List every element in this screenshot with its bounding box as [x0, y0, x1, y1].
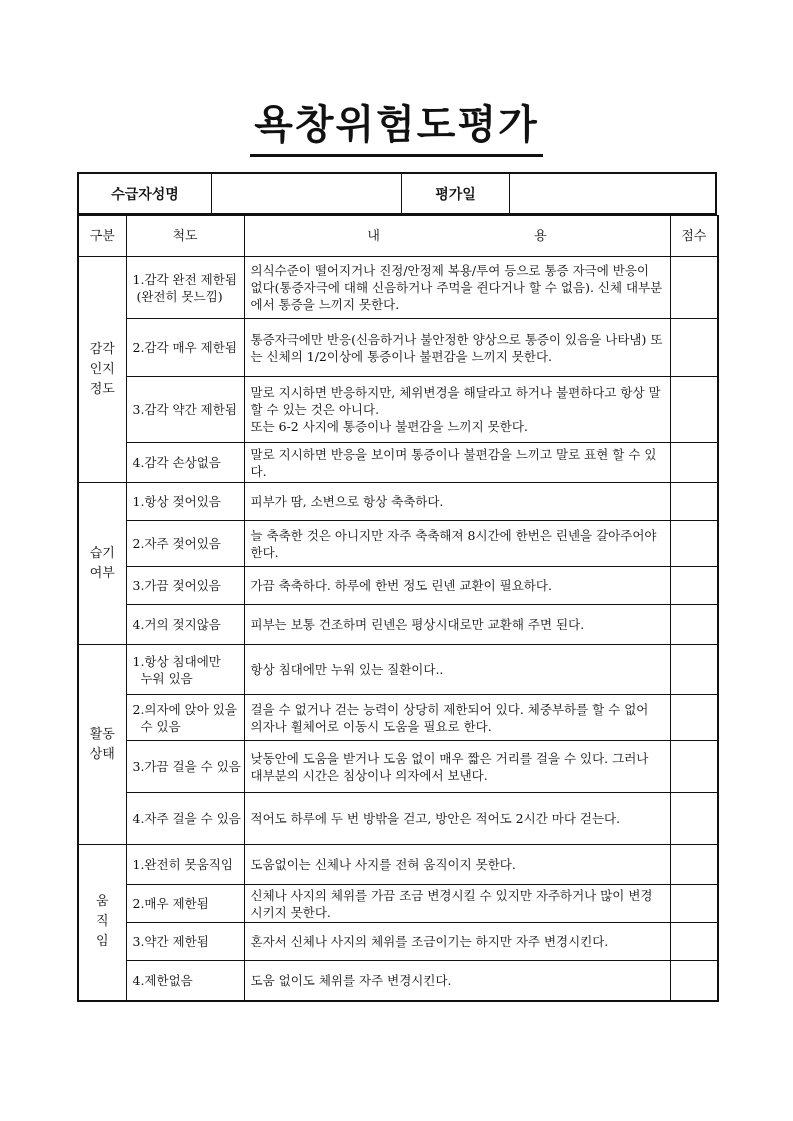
- score-input-cell[interactable]: [670, 645, 718, 695]
- category-label: 활동 상태: [89, 726, 115, 762]
- eval-date-field[interactable]: [510, 174, 715, 213]
- category-label: 습기 여부: [89, 545, 115, 581]
- scale-cell: 1.항상 젖어있음: [126, 483, 244, 521]
- content-cell: 적어도 하루에 두 번 방밖을 걷고, 방안은 적어도 2시간 마다 걷는다.: [244, 793, 670, 845]
- table-row: [78, 443, 718, 483]
- content-cell: 말로 지시하면 반응하지만, 체위변경을 해달라고 하거나 불편하다고 항상 말할 수 있는 것은 아니다. 또는 6-2 사지에 통증이나 불편감을 느끼지 못한다.: [244, 377, 670, 443]
- scale-cell: 2.매우 제한됨: [126, 885, 244, 923]
- content-cell: 혼자서 신체나 사지의 체위를 조금이기는 하지만 자주 변경시킨다.: [244, 923, 670, 961]
- table-row: [78, 695, 718, 741]
- score-input-cell[interactable]: [670, 695, 718, 741]
- scale-cell: 4.감각 손상없음: [126, 443, 244, 483]
- score-input-cell[interactable]: [670, 885, 718, 923]
- content-cell: 통증자극에만 반응(신음하거나 불안정한 양상으로 통증이 있음을 나타냄) 또는 신체의 1/2이상에 통증이나 불편감을 느끼지 못한다.: [244, 319, 670, 377]
- table-row: [78, 319, 718, 377]
- table-row: [78, 377, 718, 443]
- recipient-name-field[interactable]: [212, 174, 402, 213]
- table-row: [78, 961, 718, 1001]
- table-row: [78, 257, 718, 319]
- score-input-cell[interactable]: [670, 923, 718, 961]
- category-cell: [78, 483, 126, 645]
- scale-cell: 2.의자에 앉아 있을 수 있음: [126, 695, 244, 741]
- category-label: 감각 인지 정도: [89, 341, 115, 397]
- table-row: [78, 845, 718, 885]
- scale-cell: 2.자주 젖어있음: [126, 521, 244, 567]
- table-row: [78, 741, 718, 793]
- scale-cell: 3.감각 약간 제한됨: [126, 377, 244, 443]
- score-input-cell[interactable]: [670, 741, 718, 793]
- category-cell: [78, 257, 126, 483]
- assessment-table: [77, 215, 719, 1002]
- scale-cell: 4.거의 젖지않음: [126, 605, 244, 645]
- score-input-cell[interactable]: [670, 319, 718, 377]
- score-input-cell[interactable]: [670, 521, 718, 567]
- score-input-cell[interactable]: [670, 793, 718, 845]
- content-cell: 피부는 보통 건조하며 린넨은 평상시대로만 교환해 주면 된다.: [244, 605, 670, 645]
- scale-cell: 3.가끔 걸을 수 있음: [126, 741, 244, 793]
- table-row: [78, 885, 718, 923]
- col-header-score: 점수: [670, 216, 718, 257]
- content-cell: 말로 지시하면 반응을 보이며 통증이나 불편감을 느끼고 말로 표현 할 수 있다.: [244, 443, 670, 483]
- score-input-cell[interactable]: [670, 257, 718, 319]
- table-row: [78, 645, 718, 695]
- scale-cell: 4.자주 걸을 수 있음: [126, 793, 244, 845]
- content-cell: 신체나 사지의 체위를 가끔 조금 변경시킬 수 있지만 자주하거나 많이 변경시키지 못한다.: [244, 885, 670, 923]
- content-cell: 도움 없이도 체위를 자주 변경시킨다.: [244, 961, 670, 1001]
- score-input-cell[interactable]: [670, 483, 718, 521]
- table-row: [78, 793, 718, 845]
- col-header-content: 내 용: [244, 216, 670, 257]
- category-cell: [78, 645, 126, 845]
- content-cell: 걸을 수 없거나 걷는 능력이 상당히 제한되어 있다. 체중부하를 할 수 없어 의자나 휠체어로 이동시 도움을 필요로 한다.: [244, 695, 670, 741]
- table-header-row: [78, 216, 718, 257]
- scale-cell: 1.완전히 못움직임: [126, 845, 244, 885]
- table-row: [78, 923, 718, 961]
- category-cell: [78, 845, 126, 1001]
- score-input-cell[interactable]: [670, 961, 718, 1001]
- recipient-name-label: 수급자성명: [79, 174, 212, 213]
- content-cell: 의식수준이 떨어지거나 진정/안정제 복용/투여 등으로 통증 자극에 반응이 없다(통증자극에 대해 신음하거나 주먹을 쥔다거나 할 수 없음). 신체 대부분에서 통증을 느끼지 못한다.: [244, 257, 670, 319]
- category-label: 움 직 임: [95, 894, 109, 950]
- scale-cell: 1.감각 완전 제한됨 (완전히 못느낌): [126, 257, 244, 319]
- recipient-info-box: [77, 172, 717, 215]
- score-input-cell[interactable]: [670, 377, 718, 443]
- table-row: [78, 521, 718, 567]
- scale-cell: 1.항상 침대에만 누워 있음: [126, 645, 244, 695]
- score-input-cell[interactable]: [670, 605, 718, 645]
- score-input-cell[interactable]: [670, 443, 718, 483]
- scale-cell: 2.감각 매우 제한됨: [126, 319, 244, 377]
- col-header-category: 구분: [78, 216, 126, 257]
- score-input-cell[interactable]: [670, 845, 718, 885]
- content-cell: 피부가 땀, 소변으로 항상 축축하다.: [244, 483, 670, 521]
- table-row: [78, 567, 718, 605]
- content-cell: 낮동안에 도움을 받거나 도움 없이 매우 짧은 거리를 걸을 수 있다. 그러나 대부분의 시간은 침상이나 의자에서 보낸다.: [244, 741, 670, 793]
- page-title: [0, 98, 793, 157]
- scale-cell: 4.제한없음: [126, 961, 244, 1001]
- content-cell: 도움없이는 신체나 사지를 전혀 움직이지 못한다.: [244, 845, 670, 885]
- scale-cell: 3.약간 제한됨: [126, 923, 244, 961]
- scale-cell: 3.가끔 젖어있음: [126, 567, 244, 605]
- content-cell: 항상 침대에만 누워 있는 질환이다..: [244, 645, 670, 695]
- title-text: 욕창위험도평가: [250, 98, 542, 157]
- content-cell: 가끔 축축하다. 하루에 한번 정도 린넨 교환이 필요하다.: [244, 567, 670, 605]
- eval-date-label: 평가일: [402, 174, 510, 213]
- col-header-scale: 척도: [126, 216, 244, 257]
- score-input-cell[interactable]: [670, 567, 718, 605]
- content-cell: 늘 축축한 것은 아니지만 자주 축축해져 8시간에 한번은 린넨을 갈아주어야 한다.: [244, 521, 670, 567]
- table-row: [78, 605, 718, 645]
- table-row: [78, 483, 718, 521]
